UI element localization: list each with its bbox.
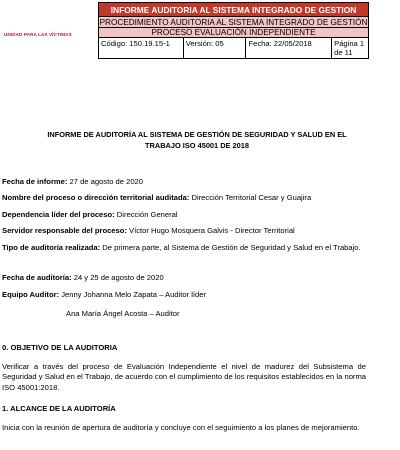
report-date-value: 27 de agosto de 2020 [67,177,143,186]
document-title [12,130,382,151]
report-date-label: Fecha de informe: [2,177,68,186]
section-scope-text: Inicia con la reunión de apertura de auditoría y concluye con el seguimiento a los planes de mejoramiento. [2,423,360,432]
audit-date-value: 24 y 25 de agosto de 2020 [71,273,164,282]
audit-type-label: Tipo de auditoría realizada: [2,243,101,252]
document-date: Fecha: 22/05/2018 [246,38,332,58]
section-objective-text: Verificar a través del proceso de Evaluación Independiente el nivel de madurez del Subsistema de Seguridad y Salud en el Trabajo, de acuerdo con el cumplimiento de los requisitos establecidos en la norma ISO 45001:2018. [2,362,366,392]
report-date-field [2,177,143,188]
organization-logo: UNIDAD PARA LAS VÍCTIMAS [4,32,72,37]
page-number: Página 1 de 11 [332,38,369,58]
audit-date-label: Fecha de auditoría: [2,273,72,282]
lead-dependency-field [2,210,178,221]
header-table [98,2,369,59]
header-meta-row [99,37,369,59]
header-title: INFORME AUDITORIA AL SISTEMA INTEGRADO DE GESTION [99,2,369,16]
process-line: PROCESO EVALUACIÓN INDEPENDIENTE [151,28,316,37]
process-name-field [2,193,311,204]
document-version: Versión: 05 [184,38,247,58]
audit-type-field [2,243,362,254]
header-procedure [99,16,369,37]
audit-team-field [2,290,206,301]
audit-team-member-2: Ana María Ángel Acosta – Auditor [66,309,180,318]
section-scope-heading: 1. ALCANCE DE LA AUDITORÍA [2,404,116,413]
title-line-1: INFORME DE AUDITORÍA AL SISTEMA DE GESTIÓN DE SEGURIDAD Y SALUD EN EL [47,130,347,139]
audit-team-member-1: Jenny Johanna Melo Zapata – Auditor líder [59,290,206,299]
section-objective-heading: 0. OBJETIVO DE LA AUDITORIA [2,343,118,352]
logo-cell [2,2,97,60]
responsible-value: Víctor Hugo Mosquera Galvis - Director Territorial [126,226,295,235]
document-code: Código: 150.19.15-1 [99,38,184,58]
document-header [2,2,367,60]
process-name-label: Nombre del proceso o dirección territorial auditada: [2,193,190,202]
lead-dependency-value: Dirección General [114,210,178,219]
lead-dependency-label: Dependencia líder del proceso: [2,210,115,219]
audit-date-field [2,273,164,284]
audit-type-value: De primera parte, al Sistema de Gestión de Seguridad y Salud en el Trabajo. [100,243,361,252]
responsible-label: Servidor responsable del proceso: [2,226,127,235]
procedure-line: PROCEDIMIENTO AUDITORIA AL SISTEMA INTEGRADO DE GESTIÓN [99,18,368,27]
audit-team-label: Equipo Auditor: [2,290,60,299]
process-name-value: Dirección Territorial Cesar y Guajira [189,193,312,202]
title-line-2: TRABAJO ISO 45001 DE 2018 [145,140,249,150]
responsible-field [2,226,295,237]
